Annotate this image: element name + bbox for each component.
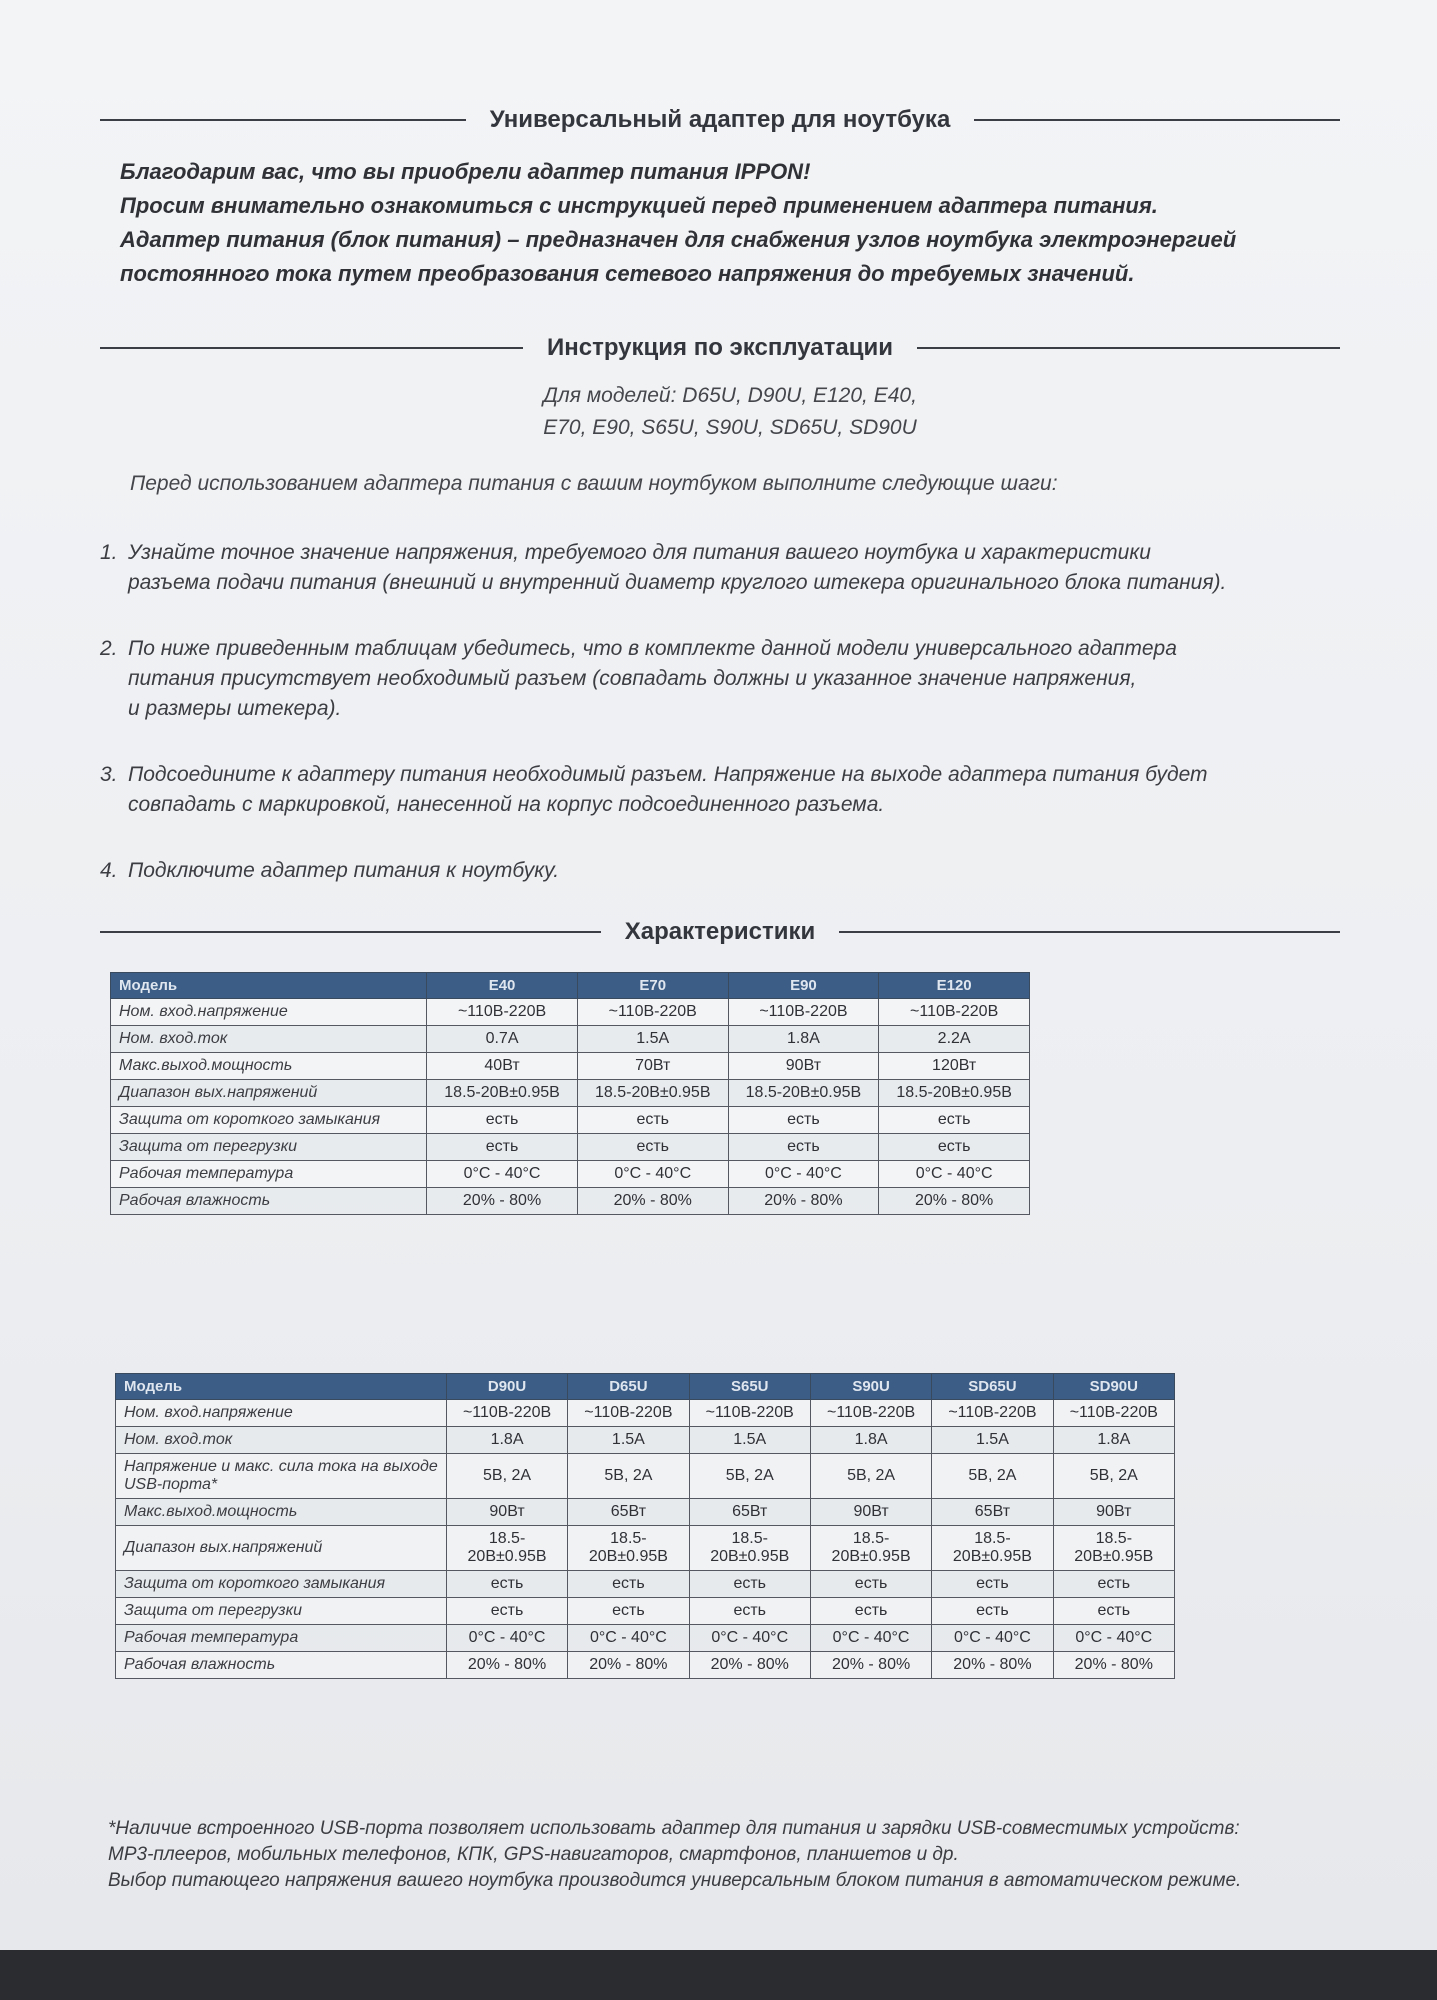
table-row (116, 1427, 1175, 1454)
table-head (111, 973, 1030, 999)
table-cell: ~110В-220В (932, 1400, 1053, 1427)
table-row (116, 1454, 1175, 1499)
table-cell: 90Вт (1053, 1499, 1174, 1526)
row-label: Ном. вход.напряжение (111, 999, 427, 1026)
divider-left (100, 119, 466, 121)
table-cell: 0°C - 40°C (810, 1625, 931, 1652)
table-cell: 90Вт (446, 1499, 567, 1526)
divider-right (974, 119, 1340, 121)
row-label: Рабочая температура (116, 1625, 447, 1652)
divider-right (917, 347, 1340, 349)
row-label: Защита от короткого замыкания (111, 1107, 427, 1134)
table-cell: 18.5-20В±0.95В (568, 1526, 689, 1571)
row-label: Ном. вход.ток (111, 1026, 427, 1053)
models-line: E70, E90, S65U, S90U, SD65U, SD90U (543, 416, 917, 439)
step-line: По ниже приведенным таблицам убедитесь, что в комплекте данной модели универсального адаптера (128, 637, 1177, 660)
table-header-row (111, 973, 1030, 999)
table-cell: 20% - 80% (427, 1188, 578, 1215)
table-cell: 18.5-20В±0.95В (879, 1080, 1030, 1107)
row-label: Ном. вход.напряжение (116, 1400, 447, 1427)
spec-table-usb-series (115, 1373, 1175, 1679)
characteristics-heading-row (100, 912, 1340, 952)
table-cell: 20% - 80% (446, 1652, 567, 1679)
lead-text: Перед использованием адаптера питания с вашим ноутбуком выполните следующие шаги: (130, 472, 1058, 495)
table-cell: ~110В-220В (810, 1400, 931, 1427)
intro-line: Благодарим вас, что вы приобрели адаптер питания IPPON! (120, 159, 811, 184)
table-cell: ~110В-220В (879, 999, 1030, 1026)
column-header: SD65U (932, 1374, 1053, 1400)
row-label: Диапазон вых.напряжений (116, 1526, 447, 1571)
instructions-title: Инструкция по эксплуатации (546, 334, 894, 361)
table-cell: есть (932, 1598, 1053, 1625)
table-cell: 90Вт (810, 1499, 931, 1526)
step-line: совпадать с маркировкой, нанесенной на корпус подсоединенного разъема. (128, 793, 885, 816)
table-cell: есть (879, 1107, 1030, 1134)
table-cell: 18.5-20В±0.95В (932, 1526, 1053, 1571)
column-header: D65U (568, 1374, 689, 1400)
table-cell: 0°C - 40°C (577, 1161, 728, 1188)
table-cell: есть (879, 1134, 1030, 1161)
table-cell: 65Вт (932, 1499, 1053, 1526)
table-cell: есть (810, 1571, 931, 1598)
row-label: Защита от перегрузки (116, 1598, 447, 1625)
step-text (128, 538, 1340, 598)
step-line: питания присутствует необходимый разъем (совпадать должны и указанное значение напряжения, (128, 667, 1137, 690)
table-cell: 1.8A (1053, 1427, 1174, 1454)
table-row (116, 1526, 1175, 1571)
characteristics-title: Характеристики (624, 918, 816, 945)
table-cell: ~110В-220В (577, 999, 728, 1026)
table-cell: есть (446, 1571, 567, 1598)
column-header: D90U (446, 1374, 567, 1400)
table-cell: 20% - 80% (1053, 1652, 1174, 1679)
step-item (100, 538, 1340, 598)
table-cell: ~110В-220В (446, 1400, 567, 1427)
table-cell: 0°C - 40°C (932, 1625, 1053, 1652)
step-number: 4. (100, 859, 118, 882)
table-row (111, 1107, 1030, 1134)
table-row (111, 1026, 1030, 1053)
step-item (100, 856, 1340, 886)
table-cell: 20% - 80% (879, 1188, 1030, 1215)
table-cell: 18.5-20В±0.95В (689, 1526, 810, 1571)
table-cell: 1.8A (728, 1026, 879, 1053)
models-list (520, 380, 940, 444)
bottom-shadow-band (0, 1950, 1437, 2000)
row-label: Рабочая влажность (116, 1652, 447, 1679)
row-label: Защита от перегрузки (111, 1134, 427, 1161)
table-body (116, 1400, 1175, 1679)
table-head (116, 1374, 1175, 1400)
table-row (116, 1571, 1175, 1598)
table-row (111, 1188, 1030, 1215)
footnote-line: Выбор питающего напряжения вашего ноутбука производится универсальным блоком питания в автоматическом режиме. (108, 1870, 1242, 1891)
table-cell: 20% - 80% (810, 1652, 931, 1679)
table-cell: 20% - 80% (728, 1188, 879, 1215)
table-cell: есть (427, 1134, 578, 1161)
table-cell: 20% - 80% (932, 1652, 1053, 1679)
row-label: Макс.выход.мощность (111, 1053, 427, 1080)
table-row (111, 1080, 1030, 1107)
table-cell: 5В, 2А (446, 1454, 567, 1499)
table-row (111, 1134, 1030, 1161)
row-label: Диапазон вых.напряжений (111, 1080, 427, 1107)
table-cell: 0°C - 40°C (689, 1625, 810, 1652)
row-label: Защита от короткого замыкания (116, 1571, 447, 1598)
table-cell: есть (568, 1571, 689, 1598)
table-cell: есть (446, 1598, 567, 1625)
table-cell: 1.8A (446, 1427, 567, 1454)
table-row (111, 1053, 1030, 1080)
table-cell: есть (577, 1134, 728, 1161)
column-header: SD90U (1053, 1374, 1174, 1400)
column-header: S65U (689, 1374, 810, 1400)
table-row (116, 1598, 1175, 1625)
step-line: разъема подачи питания (внешний и внутренний диаметр круглого штекера оригинального блока питания). (128, 571, 1227, 594)
steps-list (100, 538, 1340, 922)
column-header: E120 (879, 973, 1030, 999)
table-row (111, 1161, 1030, 1188)
table-row (116, 1625, 1175, 1652)
row-label: Рабочая влажность (111, 1188, 427, 1215)
table-cell: 20% - 80% (568, 1652, 689, 1679)
table-cell: ~110В-220В (1053, 1400, 1174, 1427)
table-cell: ~110В-220В (689, 1400, 810, 1427)
step-item (100, 760, 1340, 820)
table-cell: 0°C - 40°C (1053, 1625, 1174, 1652)
table-cell: ~110В-220В (568, 1400, 689, 1427)
table-cell: есть (728, 1134, 879, 1161)
table-cell: есть (810, 1598, 931, 1625)
table-cell: 1.5A (568, 1427, 689, 1454)
table-cell: есть (932, 1571, 1053, 1598)
step-text (128, 856, 1340, 886)
table-cell: ~110В-220В (728, 999, 879, 1026)
table-cell: есть (728, 1107, 879, 1134)
step-line: Узнайте точное значение напряжения, требуемого для питания вашего ноутбука и характеристики (128, 541, 1151, 564)
table-cell: 40Вт (427, 1053, 578, 1080)
footnote-line: *Наличие встроенного USB-порта позволяет использовать адаптер для питания и зарядки USB-совместимых устройств: (108, 1818, 1240, 1839)
table-cell: 0°C - 40°C (568, 1625, 689, 1652)
table-cell: 18.5-20В±0.95В (810, 1526, 931, 1571)
table-cell: 18.5-20В±0.95В (728, 1080, 879, 1107)
table-cell: 65Вт (689, 1499, 810, 1526)
table-cell: 1.8A (810, 1427, 931, 1454)
step-line: и размеры штекера). (128, 697, 342, 720)
table-cell: 5В, 2А (568, 1454, 689, 1499)
table-cell: есть (427, 1107, 578, 1134)
table-cell: 1.5A (577, 1026, 728, 1053)
table-cell: 0.7A (427, 1026, 578, 1053)
spec-table-e-series (110, 972, 1030, 1215)
step-line: Подсоедините к адаптеру питания необходимый разъем. Напряжение на выходе адаптера питания будет (128, 763, 1208, 786)
table-cell: 70Вт (577, 1053, 728, 1080)
column-header: E90 (728, 973, 879, 999)
table-cell: 0°C - 40°C (446, 1625, 567, 1652)
table-cell: ~110В-220В (427, 999, 578, 1026)
step-text (128, 760, 1340, 820)
column-header-model: Модель (111, 973, 427, 999)
table-row (116, 1499, 1175, 1526)
step-number: 1. (100, 541, 118, 564)
table-cell: 120Вт (879, 1053, 1030, 1080)
table-header-row (116, 1374, 1175, 1400)
table-cell: 0°C - 40°C (427, 1161, 578, 1188)
table-cell: 1.5A (689, 1427, 810, 1454)
step-text (128, 634, 1340, 724)
intro-line: Адаптер питания (блок питания) – предназначен для снабжения узлов ноутбука электроэнергией (120, 227, 1237, 252)
step-number: 2. (100, 637, 118, 660)
table-cell: 5В, 2А (689, 1454, 810, 1499)
footnote (108, 1816, 1338, 1894)
column-header: S90U (810, 1374, 931, 1400)
table-body (111, 999, 1030, 1215)
step-number: 3. (100, 763, 118, 786)
table-cell: есть (568, 1598, 689, 1625)
table-cell: есть (577, 1107, 728, 1134)
step-line: Подключите адаптер питания к ноутбуку. (128, 859, 560, 882)
table-cell: 1.5A (932, 1427, 1053, 1454)
row-label: Рабочая температура (111, 1161, 427, 1188)
table-cell: 0°C - 40°C (879, 1161, 1030, 1188)
table-cell: 2.2A (879, 1026, 1030, 1053)
table-cell: есть (689, 1598, 810, 1625)
intro-block (120, 155, 1260, 291)
table-cell: 18.5-20В±0.95В (1053, 1526, 1174, 1571)
table-cell: есть (1053, 1598, 1174, 1625)
column-header: E70 (577, 973, 728, 999)
footnote-line: МР3-плееров, мобильных телефонов, КПК, GPS-навигаторов, смартфонов, планшетов и др. (108, 1844, 959, 1865)
table-cell: 20% - 80% (577, 1188, 728, 1215)
table-cell: 18.5-20В±0.95В (446, 1526, 567, 1571)
step-item (100, 634, 1340, 724)
table-row (116, 1400, 1175, 1427)
instructions-heading-row (100, 328, 1340, 368)
header-heading-row (100, 100, 1340, 140)
column-header: E40 (427, 973, 578, 999)
table-cell: 65Вт (568, 1499, 689, 1526)
divider-right (839, 931, 1340, 933)
table-cell: 20% - 80% (689, 1652, 810, 1679)
table-cell: 5В, 2А (1053, 1454, 1174, 1499)
table-cell: 0°C - 40°C (728, 1161, 879, 1188)
document-title: Универсальный адаптер для ноутбука (489, 106, 951, 133)
table-row (111, 999, 1030, 1026)
row-label: Макс.выход.мощность (116, 1499, 447, 1526)
intro-line: постоянного тока путем преобразования сетевого напряжения до требуемых значений. (120, 261, 1135, 286)
table-cell: 18.5-20В±0.95В (577, 1080, 728, 1107)
table-cell: 90Вт (728, 1053, 879, 1080)
table-row (116, 1652, 1175, 1679)
column-header-model: Модель (116, 1374, 447, 1400)
row-label: Напряжение и макс. сила тока на выходе USB-порта* (116, 1454, 447, 1499)
intro-line: Просим внимательно ознакомиться с инструкцией перед применением адаптера питания. (120, 193, 1158, 218)
table-cell: есть (1053, 1571, 1174, 1598)
row-label: Ном. вход.ток (116, 1427, 447, 1454)
table-cell: 5В, 2А (932, 1454, 1053, 1499)
table-cell: 5В, 2А (810, 1454, 931, 1499)
table-cell: 18.5-20В±0.95В (427, 1080, 578, 1107)
models-line: Для моделей: D65U, D90U, E120, E40, (543, 384, 917, 407)
table-cell: есть (689, 1571, 810, 1598)
divider-left (100, 931, 601, 933)
divider-left (100, 347, 523, 349)
